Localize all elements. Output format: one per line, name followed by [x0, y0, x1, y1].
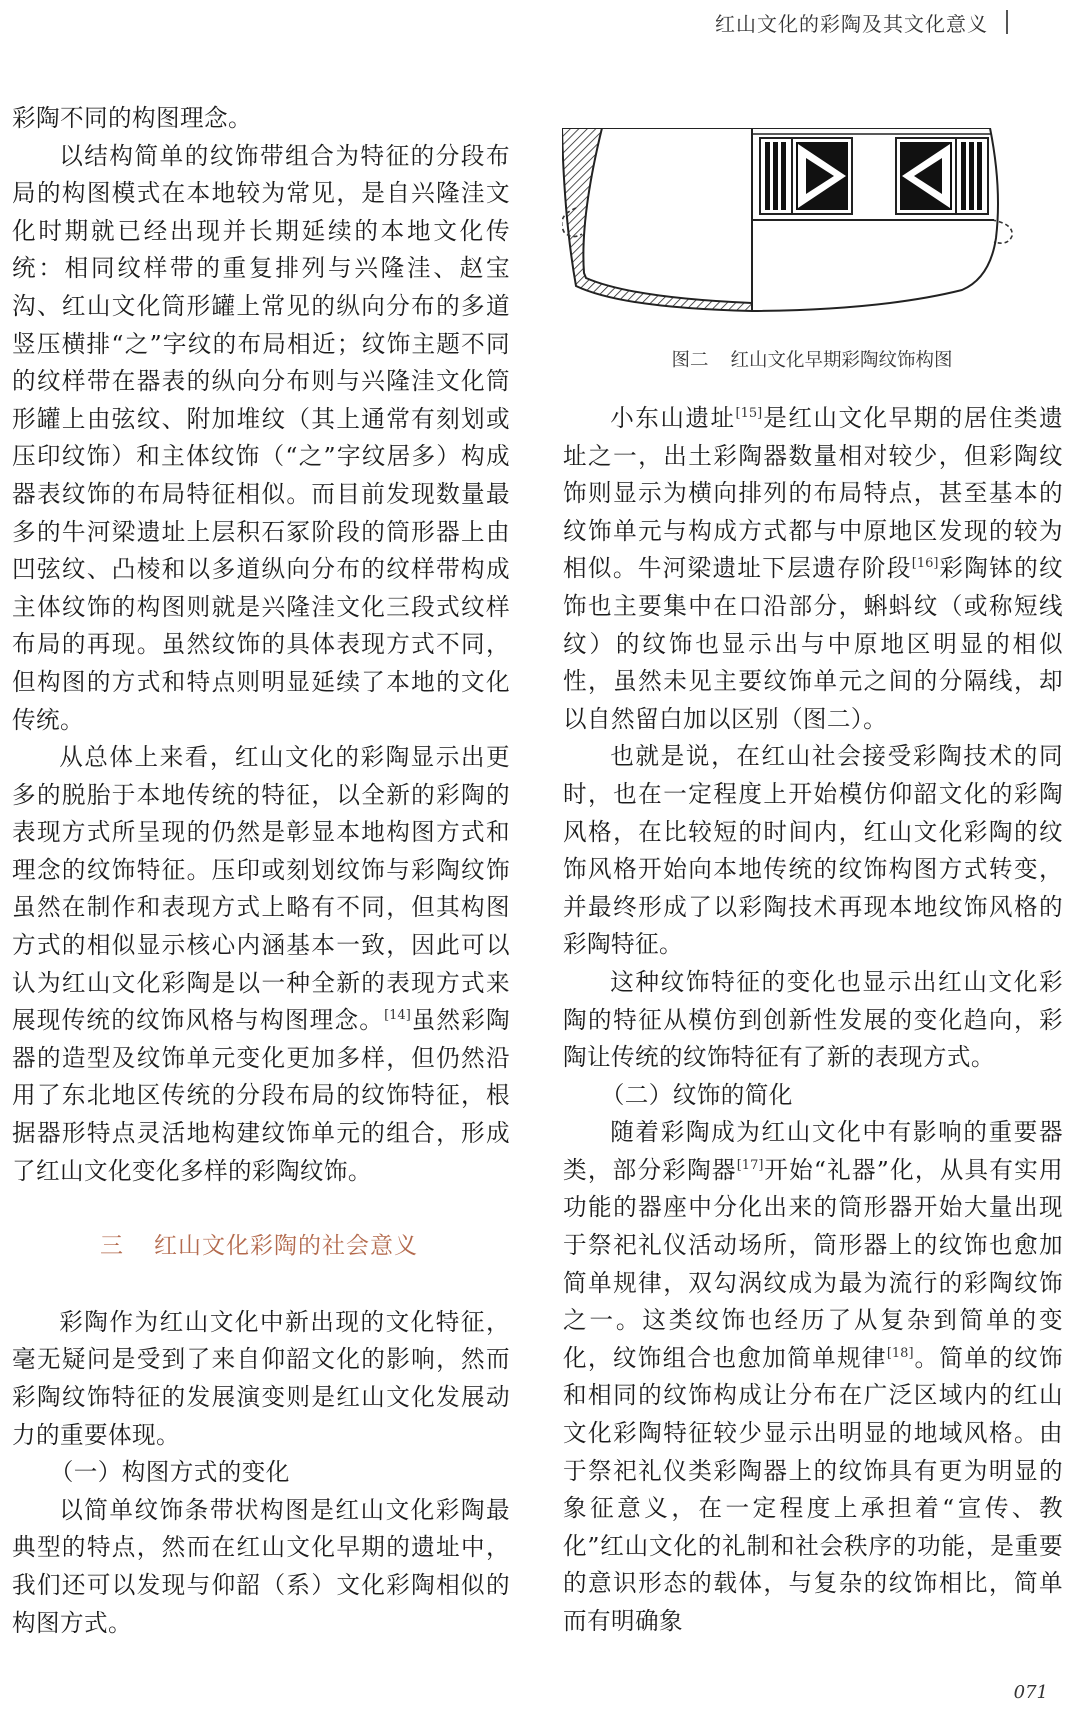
paragraph: 彩陶不同的构图理念。 [12, 104, 252, 132]
paragraph [12, 739, 510, 1190]
paragraph-text: 小东山遗址 [610, 404, 736, 432]
paragraph [563, 1114, 1063, 1640]
citation-ref: [14] [384, 1008, 411, 1024]
citation-ref: [17] [736, 1157, 764, 1173]
citation-ref: [16] [911, 556, 939, 572]
figure-number: 图二 [671, 350, 709, 371]
paragraph-text: 彩陶钵的纹饰也主要集中在口沿部分，蝌蚪纹（或称短线纹）的纹饰也显示出与中原地区明显的相似性，虽然未见主要纹饰单元之间的分隔线，却以自然留白加以区别（图二）。 [563, 554, 1063, 733]
paragraph [563, 400, 1063, 738]
section-title: 红山文化彩陶的社会意义 [154, 1233, 418, 1260]
running-header: 红山文化的彩陶及其文化意义 [715, 12, 988, 36]
header-rule [1006, 10, 1008, 34]
paragraph: 也就是说，在红山社会接受彩陶技术的同时，也在一定程度上开始模仿仰韶文化的彩陶风格，在比较短的时间内，红山文化彩陶的纹饰风格开始向本地传统的纹饰构图方式转变，并最终形成了以彩陶技术再现本地纹饰风格的彩陶特征。 [563, 742, 1063, 959]
paragraph-text: 随着彩陶成为红山文化中有影响的重要器类，部分彩陶器 [563, 1118, 1063, 1184]
paragraph: 以简单纹饰条带状构图是红山文化彩陶最典型的特点，然而在红山文化早期的遗址中，我们还可以发现与仰韶（系）文化彩陶相似的构图方式。 [12, 1495, 510, 1637]
figure-caption [562, 346, 1062, 372]
paragraph-text: 开始“礼器”化，从具有实用功能的器座中分化出来的筒形器开始大量出现于祭祀礼仪活动场所，筒形器上的纹饰也愈加简单规律，双勾涡纹成为最为流行的彩陶纹饰之一。这类纹饰也经历了从复杂到简单的变化，纹饰组合也愈加简单规律 [563, 1155, 1063, 1372]
figure-2 [562, 128, 1062, 388]
section-heading [12, 1228, 510, 1266]
section-number: 三 [100, 1233, 124, 1260]
citation-ref: [18] [886, 1345, 914, 1361]
left-column [12, 100, 510, 1642]
paragraph-text: 。简单的纹饰和相同的纹饰构成让分布在广泛区域内的红山文化彩陶特征较少显示出明显的地域风格。由于祭祀礼仪类彩陶器上的纹饰具有更为明显的象征意义，在一定程度上承担着“宣传、教化”红山文化的礼制和社会秩序的功能，是重要的意识形态的载体，与复杂的纹饰相比，简单而有明确象 [563, 1343, 1063, 1635]
paragraph: 这种纹饰特征的变化也显示出红山文化彩陶的特征从模仿到创新性发展的变化趋向，彩陶让传统的纹饰特征有了新的表现方式。 [563, 967, 1063, 1072]
right-column [563, 400, 1063, 1641]
paragraph: 彩陶作为红山文化中新出现的文化特征，毫无疑问是受到了来自仰韶文化的影响，然而彩陶纹饰特征的发展演变则是红山文化发展动力的重要体现。 [12, 1307, 510, 1449]
paragraph-text: 虽然彩陶器的造型及纹饰单元变化更加多样，但仍然沿用了东北地区传统的分段布局的纹饰特征，根据器形特点灵活地构建纹饰单元的组合，形成了红山文化变化多样的彩陶纹饰。 [12, 1006, 511, 1185]
pottery-bowl-diagram [562, 128, 1062, 338]
paragraph-text: 从总体上来看，红山文化的彩陶显示出更多的脱胎于本地传统的特征，以全新的彩陶的表现方式所呈现的仍然是彰显本地构图方式和理念的纹饰特征。压印或刻划纹饰与彩陶纹饰虽然在制作和表现方式上略有不同，但其构图方式的相似显示核心内涵基本一致，因此可以认为红山文化彩陶是以一种全新的表现方式来展现传统的纹饰风格与构图理念。 [12, 743, 510, 1035]
citation-ref: [15] [735, 406, 763, 421]
figure-caption-text: 红山文化早期彩陶纹饰构图 [730, 350, 953, 371]
paragraph-text: 是红山文化早期的居住类遗址之一，出土彩陶器数量相对较少，但彩陶纹饰则显示为横向排列的布局特点，甚至基本的纹饰单元与构成方式都与中原地区发现的较为相似。牛河梁遗址下层遗存阶段 [563, 404, 1063, 583]
subsection-heading: （二）纹饰的简化 [600, 1080, 793, 1109]
paragraph: 以结构简单的纹饰带组合为特征的分段布局的构图模式在本地较为常见，是自兴隆洼文化时期就已经出现并长期延续的本地文化传统：相同纹样带的重复排列与兴隆洼、赵宝沟、红山文化筒形罐上常见的纵向分布的多道竖压横排“之”字纹的布局相近；纹饰主题不同的纹样带在器表的纵向分布则与兴隆洼文化筒形罐上由弦纹、附加堆纹（其上通常有刻划或压印纹饰）和主体纹饰（“之”字纹居多）构成器表纹饰的布局特征相似。而目前发现数量最多的牛河梁遗址上层积石冢阶段的筒形器上由凹弦纹、凸棱和以多道纵向分布的纹样带构成主体纹饰的构图则就是兴隆洼文化三段式纹样布局的再现。虽然纹饰的具体表现方式不同，但构图的方式和特点则明显延续了本地的文化传统。 [12, 141, 510, 734]
subsection-heading: （一）构图方式的变化 [49, 1458, 290, 1487]
page-number: 071 [1013, 1682, 1048, 1703]
